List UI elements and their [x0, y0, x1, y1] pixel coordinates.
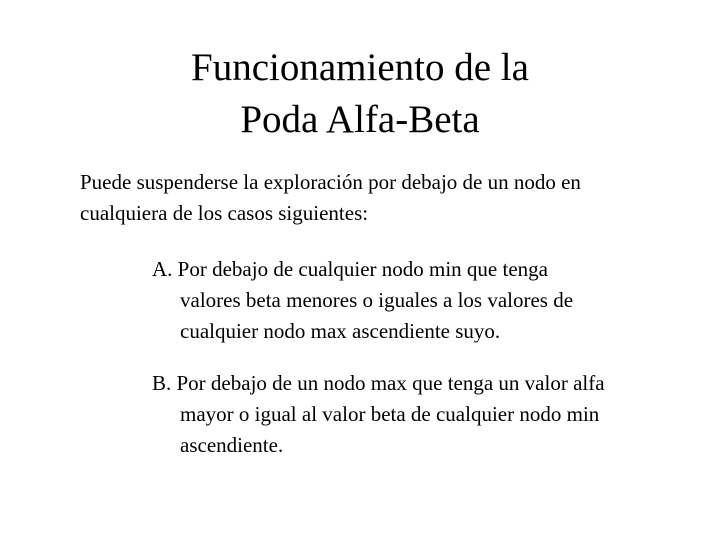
item-b-line-2: mayor o igual al valor beta de cualquier nodo min: [180, 402, 600, 426]
list-item-b: [152, 368, 692, 461]
title-line-2: Poda Alfa-Beta: [240, 98, 480, 141]
intro-line-2: cualquiera de los casos siguientes:: [80, 201, 369, 225]
item-a-line-2: valores beta menores o iguales a los valores de: [180, 288, 574, 312]
item-b-line-3: ascendiente.: [180, 433, 284, 457]
item-a-line-3: cualquier nodo max ascendiente suyo.: [180, 319, 501, 343]
item-b-line-1: B. Por debajo de un nodo max que tenga un valor alfa: [152, 371, 605, 395]
list-item-a: [152, 254, 692, 347]
intro-line-1: Puede suspenderse la exploración por debajo de un nodo en: [80, 170, 581, 194]
title-line-1: Funcionamiento de la: [191, 46, 529, 89]
slide-title: [0, 42, 720, 146]
item-a-line-1: A. Por debajo de cualquier nodo min que tenga: [152, 257, 548, 281]
intro-paragraph: [80, 167, 700, 229]
